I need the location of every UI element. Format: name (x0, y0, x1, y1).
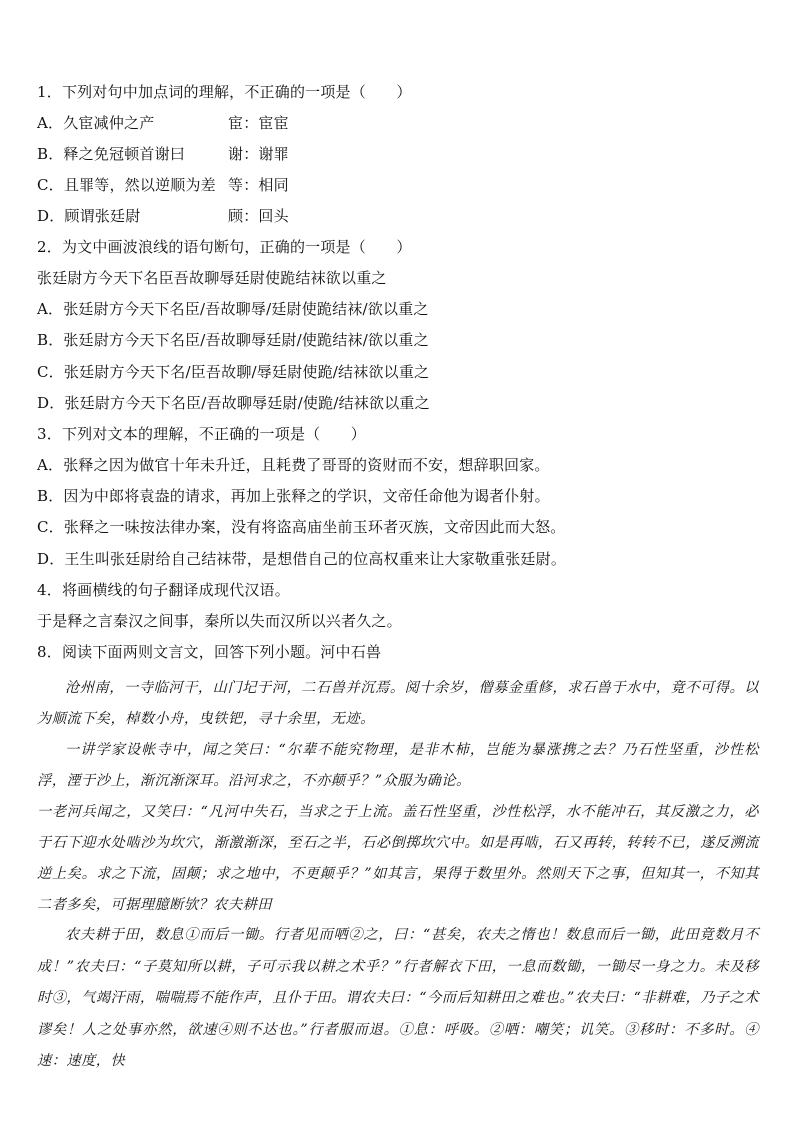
option-d-note: 顾：回头 (228, 207, 289, 225)
question-3-option-a: A．张释之因为做官十年未升迁，且耗费了哥哥的资财而不安，想辞职回家。 (37, 456, 550, 474)
question-2-stem: 2．为文中画波浪线的语句断句，正确的一项是（ ） (37, 238, 412, 256)
question-8-stem: 8．阅读下面两则文言文，回答下列小题。河中石兽 (37, 643, 382, 661)
option-c-note: 等：相同 (228, 176, 289, 194)
question-1-stem: 1．下列对句中加点词的理解，不正确的一项是（ ） (37, 83, 412, 101)
question-1-option-c (37, 175, 289, 195)
question-3-option-c: C．张释之一味按法律办案，没有将盗高庙坐前玉环者灭族，文帝因此而大怒。 (37, 518, 566, 536)
passage-paragraph-2: 一讲学家设帐寺中，闻之笑曰：“尔辈不能究物理，是非木柿，岂能为暴涨携之去？乃石性坚重，沙性松浮，湮于沙上，渐沉渐深耳。沿河求之，不亦颠乎？”众服为确论。 (37, 742, 759, 789)
option-b-note: 谢：谢罪 (228, 145, 289, 163)
question-4-stem: 4．将画横线的句子翻译成现代汉语。 (37, 581, 290, 599)
question-3-option-b: B．因为中郎将袁盎的请求，再加上张释之的学识，文帝任命他为谒者仆射。 (37, 487, 550, 505)
passage-paragraph-4: 农夫耕于田，数息①而后一锄。行者见而哂②之，曰：“甚矣，农夫之惰也！数息而后一锄，此田竟数月不成！”农夫曰：“子莫知所以耕，子可示我以耕之术乎？”行者解衣下田，一息而数锄，一锄尽一身之力。未及移时③，气竭汗雨，喘喘焉不能作声，且仆于田。谓农夫曰：“今而后知耕田之难也。”农夫曰：“非耕难，乃子之术谬矣！人之处事亦然，欲速④则不达也。”行者服而退。①息：呼吸。②哂：嘲笑；讥笑。③移时：不多时。④速：速度，快 (37, 927, 759, 1069)
question-2-option-d: D．张廷尉方今天下名臣/吾故聊辱廷尉/使跪/结袜欲以重之 (37, 394, 430, 412)
question-2-option-a: A．张廷尉方今天下名臣/吾故聊辱/廷尉使跪结袜/欲以重之 (37, 300, 429, 318)
question-2-option-b: B．张廷尉方今天下名臣/吾故聊辱廷尉/使跪结袜/欲以重之 (37, 331, 429, 349)
option-b-text: B．释之免冠顿首谢曰 (37, 145, 186, 163)
question-3-stem: 3．下列对文本的理解，不正确的一项是（ ） (37, 425, 366, 443)
question-3-option-d: D．王生叫张廷尉给自己结袜带，是想借自己的位高权重来让大家敬重张廷尉。 (37, 550, 567, 568)
question-1-option-d (37, 206, 289, 226)
option-c-text: C．且罪等，然以逆顺为差 (37, 176, 216, 194)
question-1-option-b (37, 144, 289, 164)
question-1-option-a (37, 113, 289, 133)
passage-paragraph-3: 一老河兵闻之，又笑曰：“凡河中失石，当求之于上流。盖石性坚重，沙性松浮，水不能冲石，其反激之力，必于石下迎水处啮沙为坎穴，渐激渐深，至石之半，石必倒掷坎穴中。如是再啮，石又再转，转转不已，遂反溯流逆上矣。求之下流，固颠；求之地中，不更颠乎？”如其言，果得于数里外。然则天下之事，但知其一，不知其二者多矣，可据理臆断欤？农夫耕田 (37, 804, 759, 913)
option-a-text: A．久宦减仲之产 (37, 114, 155, 132)
option-a-note: 宦：宦宦 (228, 114, 289, 132)
question-4-sentence: 于是释之言秦汉之间事，秦所以失而汉所以兴者久之。 (37, 612, 402, 630)
question-2-option-c: C．张廷尉方今天下名/臣吾故聊/辱廷尉使跪/结袜欲以重之 (37, 363, 430, 381)
option-d-text: D．顾谓张廷尉 (37, 207, 141, 225)
question-2-sentence: 张廷尉方今天下名臣吾故聊辱廷尉使跪结袜欲以重之 (37, 269, 387, 287)
passage-paragraph-1: 沧州南，一寺临河干，山门圮于河，二石兽并沉焉。阅十余岁，僧募金重修，求石兽于水中，竟不可得。以为顺流下矣，棹数小舟，曳铁钯，寻十余里，无迹。 (37, 680, 759, 727)
